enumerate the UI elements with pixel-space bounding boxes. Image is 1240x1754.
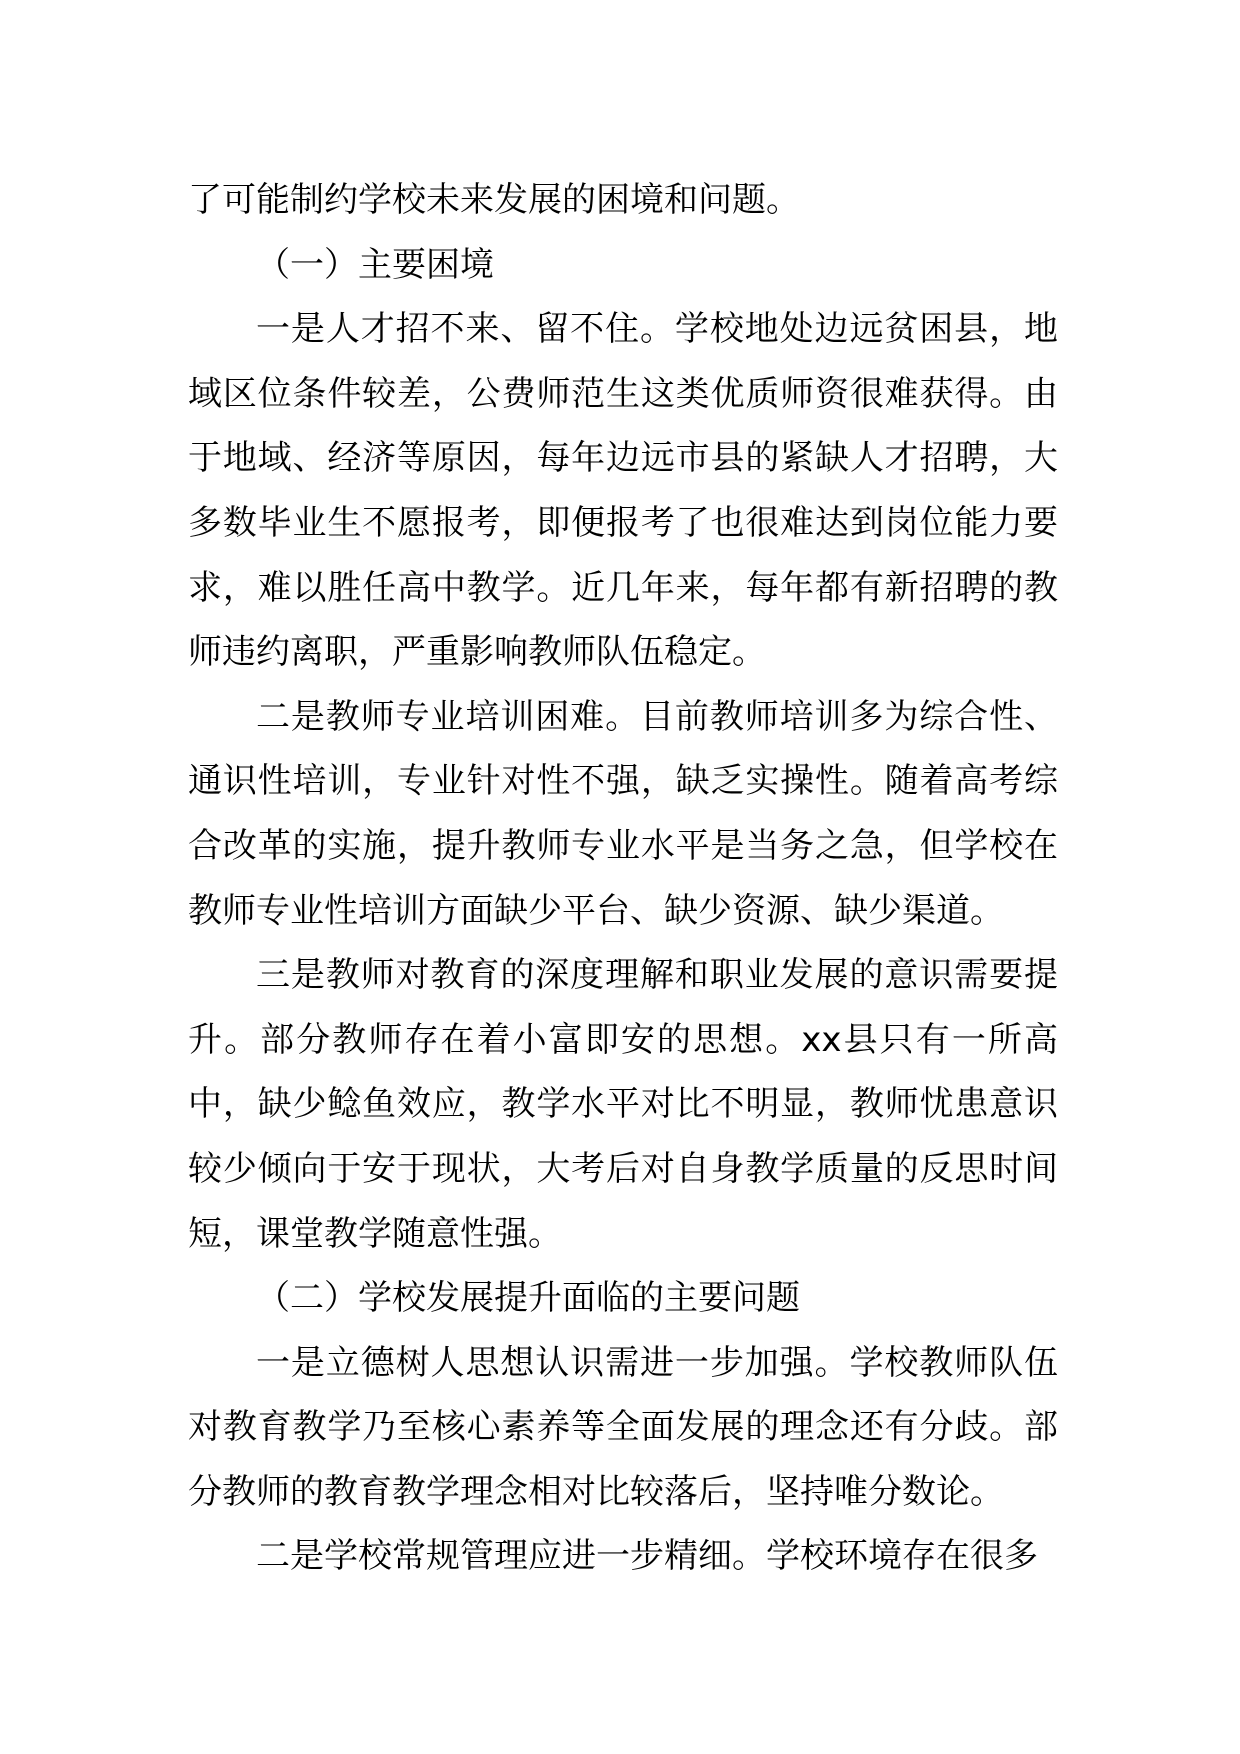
paragraph-continuation: 了可能制约学校未来发展的困境和问题。 <box>188 180 800 220</box>
section-heading-2: （二）学校发展提升面临的主要问题 <box>256 1278 800 1319</box>
section-heading-1: （一）主要困境 <box>256 244 494 285</box>
paragraph-teacher-training: 二是教师专业培训困难。目前教师培训多为综合性、通识性培训，专业针对性不强，缺乏实操性。随着高考综合改革的实施，提升教师专业水平是当务之急，但学校在教师专业性培训方面缺少平台、缺少资源、缺少渠道。 <box>188 696 1058 931</box>
paragraph-talent-recruitment: 一是人才招不来、留不住。学校地处边远贫困县，地域区位条件较差，公费师范生这类优质师资很难获得。由于地域、经济等原因，每年边远市县的紧缺人才招聘，大多数毕业生不愿报考，即便报考了也很难达到岗位能力要求，难以胜任高中教学。近几年来，每年都有新招聘的教师违约离职，严重影响教师队伍稳定。 <box>188 309 1058 673</box>
paragraph-professional-awareness: 三是教师对教育的深度理解和职业发展的意识需要提升。部分教师存在着小富即安的思想。xx县只有一所高中，缺少鲶鱼效应，教学水平对比不明显，教师忧患意识较少倾向于安于现状，大考后对自身教学质量的反思时间短，课堂教学随意性强。 <box>188 955 1058 1254</box>
paragraph-moral-education: 一是立德树人思想认识需进一步加强。学校教师队伍对教育教学乃至核心素养等全面发展的理念还有分歧。部分教师的教育教学理念相对比较落后，坚持唯分数论。 <box>188 1342 1058 1512</box>
paragraph-routine-management: 二是学校常规管理应进一步精细。学校环境存在很多 <box>256 1536 1038 1577</box>
document-body <box>188 168 1058 1589</box>
